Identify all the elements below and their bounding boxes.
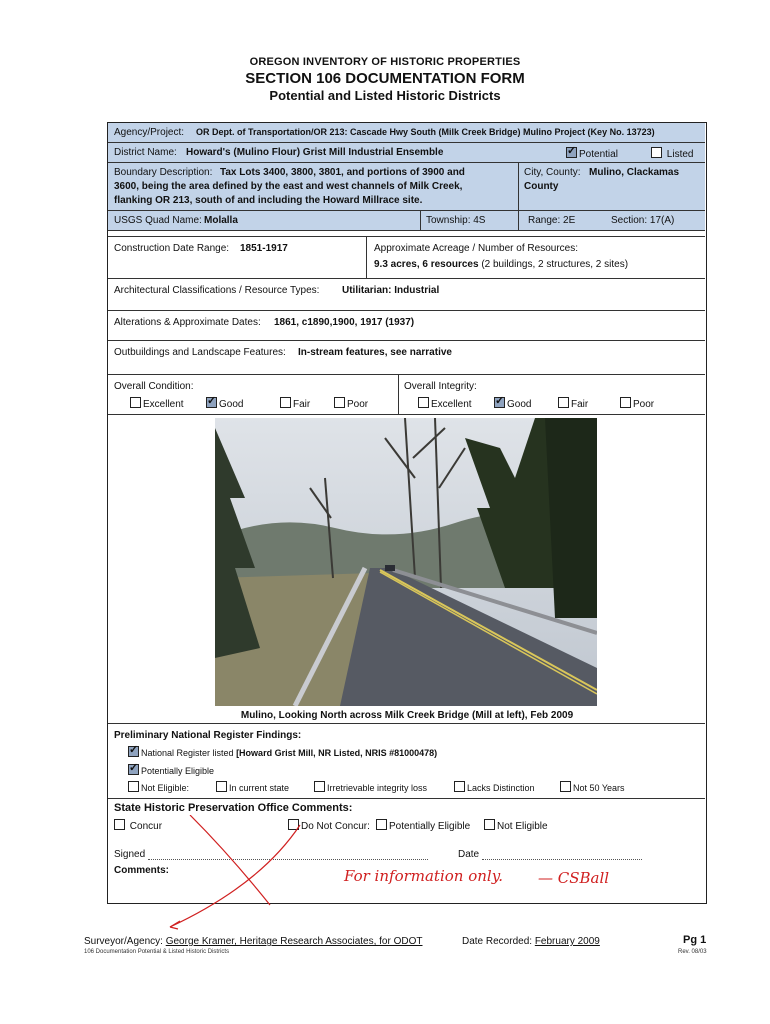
outbuildings-row xyxy=(108,341,705,375)
boundary-label: Boundary Description: xyxy=(114,167,213,178)
shpo-not-eligible-label: Not Eligible xyxy=(497,821,548,832)
date-label: Date xyxy=(458,849,480,860)
usgs-row xyxy=(108,211,705,231)
boundary-line2: 3600, being the area defined by the east and west channels of Milk Creek, xyxy=(114,181,463,192)
irretrievable-checkbox[interactable] xyxy=(314,781,427,793)
checked-icon xyxy=(566,147,577,158)
integrity-excellent[interactable] xyxy=(418,397,472,410)
architectural-row xyxy=(108,279,705,311)
form-subtitle: Potential and Listed Historic Districts xyxy=(269,88,501,103)
option-label: Poor xyxy=(347,399,369,410)
option-label: In current state xyxy=(229,783,290,793)
comments-label: Comments: xyxy=(114,865,170,876)
alterations-row xyxy=(108,311,705,341)
shpo-potentially-checkbox[interactable] xyxy=(376,819,470,832)
listed-label: Listed xyxy=(666,149,694,160)
nr-label: National Register listed xyxy=(141,748,234,758)
handwritten-arrow-icon xyxy=(150,815,310,935)
acreage-rest: (2 buildings, 2 structures, 2 sites) xyxy=(481,259,629,270)
option-label: Good xyxy=(507,399,532,410)
integrity-poor[interactable] xyxy=(620,397,654,410)
city-county-label: City, County: xyxy=(524,167,581,178)
usgs-label: USGS Quad Name: xyxy=(114,215,202,226)
boundary-line1: Tax Lots 3400, 3800, 3801, and portions of 3900 and xyxy=(220,167,465,178)
boundary-row xyxy=(108,163,705,211)
not-eligible-checkbox[interactable] xyxy=(128,781,189,793)
district-value: Howard's (Mulino Flour) Grist Mill Industrial Ensemble xyxy=(186,147,444,158)
option-label: Excellent xyxy=(143,399,184,410)
unchecked-icon xyxy=(128,781,139,792)
checked-icon xyxy=(494,397,505,408)
nr-value: [Howard Grist Mill, NR Listed, NRIS #81000478) xyxy=(236,748,438,758)
checked-icon xyxy=(128,746,139,757)
usgs-value: Molalla xyxy=(204,215,238,226)
integrity-label: Overall Integrity: xyxy=(404,381,477,392)
surveyor-value: George Kramer, Heritage Research Associates, for ODOT xyxy=(165,936,423,947)
condition-poor[interactable] xyxy=(334,397,368,410)
acreage-value xyxy=(374,259,628,270)
acreage-label: Approximate Acreage / Number of Resources: xyxy=(374,243,578,254)
condition-good[interactable] xyxy=(206,397,243,410)
condition-label: Overall Condition: xyxy=(114,381,194,392)
agency-value: OR Dept. of Transportation/OR 213: Cascade Hwy South (Milk Creek Bridge) Mulino Project (Key No. 13723) xyxy=(196,127,655,137)
surveyor-field xyxy=(84,936,423,947)
district-label: District Name: xyxy=(114,147,177,158)
unchecked-icon xyxy=(560,781,571,792)
photo-caption: Mulino, Looking North across Milk Creek Bridge (Mill at left), Feb 2009 xyxy=(240,710,574,721)
boundary-line3: flanking OR 213, south of and including the Howard Millrace site. xyxy=(114,195,423,206)
not-eligible-label: Not Eligible: xyxy=(141,783,190,793)
option-label: Lacks Distinction xyxy=(467,783,535,793)
unchecked-icon xyxy=(314,781,325,792)
not-50-years-checkbox[interactable] xyxy=(560,781,625,793)
shpo-potentially-label: Potentially Eligible xyxy=(389,821,471,832)
form-agency-header: OREGON INVENTORY OF HISTORIC PROPERTIES xyxy=(249,56,521,68)
in-current-state-checkbox[interactable] xyxy=(216,781,289,793)
potentially-eligible-checkbox[interactable] xyxy=(128,764,214,776)
outbuildings-value: In-stream features, see narrative xyxy=(298,347,452,358)
date-recorded-value: February 2009 xyxy=(534,936,600,947)
option-label: Excellent xyxy=(431,399,472,410)
potential-label: Potential xyxy=(579,149,618,160)
lacks-distinction-checkbox[interactable] xyxy=(454,781,535,793)
unchecked-icon xyxy=(334,397,345,408)
checked-icon xyxy=(206,397,217,408)
option-label: Irretrievable integrity loss xyxy=(327,783,428,793)
architectural-label: Architectural Classifications / Resource Types: xyxy=(114,285,320,296)
unchecked-icon xyxy=(216,781,227,792)
integrity-good[interactable] xyxy=(494,397,531,410)
date-line[interactable] xyxy=(482,859,642,860)
signed-label: Signed xyxy=(114,849,146,860)
option-label: Fair xyxy=(293,399,311,410)
construction-value: 1851-1917 xyxy=(240,243,288,254)
option-label: Poor xyxy=(633,399,655,410)
city-county-value: Mulino, Clackamas xyxy=(589,167,680,178)
date-recorded-field xyxy=(462,936,605,947)
unchecked-icon xyxy=(376,819,387,830)
alterations-label: Alterations & Approximate Dates: xyxy=(114,317,261,328)
concur-label: Concur xyxy=(129,821,163,832)
handwritten-note: For information only. xyxy=(344,867,503,885)
potential-checkbox[interactable] xyxy=(566,147,618,160)
alterations-value: 1861, c1890,1900, 1917 (1937) xyxy=(274,317,415,328)
district-row xyxy=(108,143,705,163)
document-name: 106 Documentation Potential & Listed Historic Districts xyxy=(84,949,230,955)
range: Range: 2E xyxy=(528,215,576,226)
unchecked-icon xyxy=(558,397,569,408)
unchecked-icon xyxy=(620,397,631,408)
road-bridge-photo-icon xyxy=(215,418,597,706)
option-label: Fair xyxy=(571,399,589,410)
form-title: SECTION 106 DOCUMENTATION FORM xyxy=(245,70,525,87)
page-number: Pg 1 xyxy=(683,934,707,946)
acreage-bold: 9.3 acres, 6 resources xyxy=(374,259,479,270)
condition-fair[interactable] xyxy=(280,397,310,410)
surveyor-label: Surveyor/Agency: xyxy=(84,936,163,947)
checked-icon xyxy=(128,764,139,775)
unchecked-icon xyxy=(454,781,465,792)
agency-label: Agency/Project: xyxy=(114,127,185,138)
option-label: Good xyxy=(219,399,244,410)
revision: Rev. 08/03 xyxy=(678,949,707,955)
integrity-fair[interactable] xyxy=(558,397,588,410)
not-concur-label: Do Not Concur: xyxy=(301,821,370,832)
agency-row xyxy=(108,123,705,143)
findings-section xyxy=(108,723,705,799)
construction-label: Construction Date Range: xyxy=(114,243,230,254)
option-label: Not 50 Years xyxy=(573,783,625,793)
unchecked-icon xyxy=(418,397,429,408)
date-recorded-label: Date Recorded: xyxy=(462,936,533,947)
unchecked-icon xyxy=(484,819,495,830)
potentially-label: Potentially Eligible xyxy=(141,766,215,776)
shpo-not-eligible-checkbox[interactable] xyxy=(484,819,548,832)
unchecked-icon xyxy=(280,397,291,408)
unchecked-icon xyxy=(130,397,141,408)
unchecked-icon xyxy=(114,819,125,830)
condition-excellent[interactable] xyxy=(130,397,184,410)
site-photo xyxy=(215,418,597,706)
architectural-value: Utilitarian: Industrial xyxy=(342,285,440,296)
section: Section: 17(A) xyxy=(611,215,675,226)
outbuildings-label: Outbuildings and Landscape Features: xyxy=(114,347,286,358)
county-value: County xyxy=(524,181,559,192)
nr-listed-checkbox[interactable] xyxy=(128,746,437,758)
construction-row xyxy=(108,237,705,279)
township: Township: 4S xyxy=(426,215,486,226)
handwritten-initials: — CSBall xyxy=(538,869,610,887)
condition-row xyxy=(108,375,705,415)
unchecked-icon xyxy=(651,147,662,158)
shpo-title: State Historic Preservation Office Comments: xyxy=(114,802,353,814)
findings-title: Preliminary National Register Findings: xyxy=(114,730,302,741)
listed-checkbox[interactable] xyxy=(651,147,693,160)
